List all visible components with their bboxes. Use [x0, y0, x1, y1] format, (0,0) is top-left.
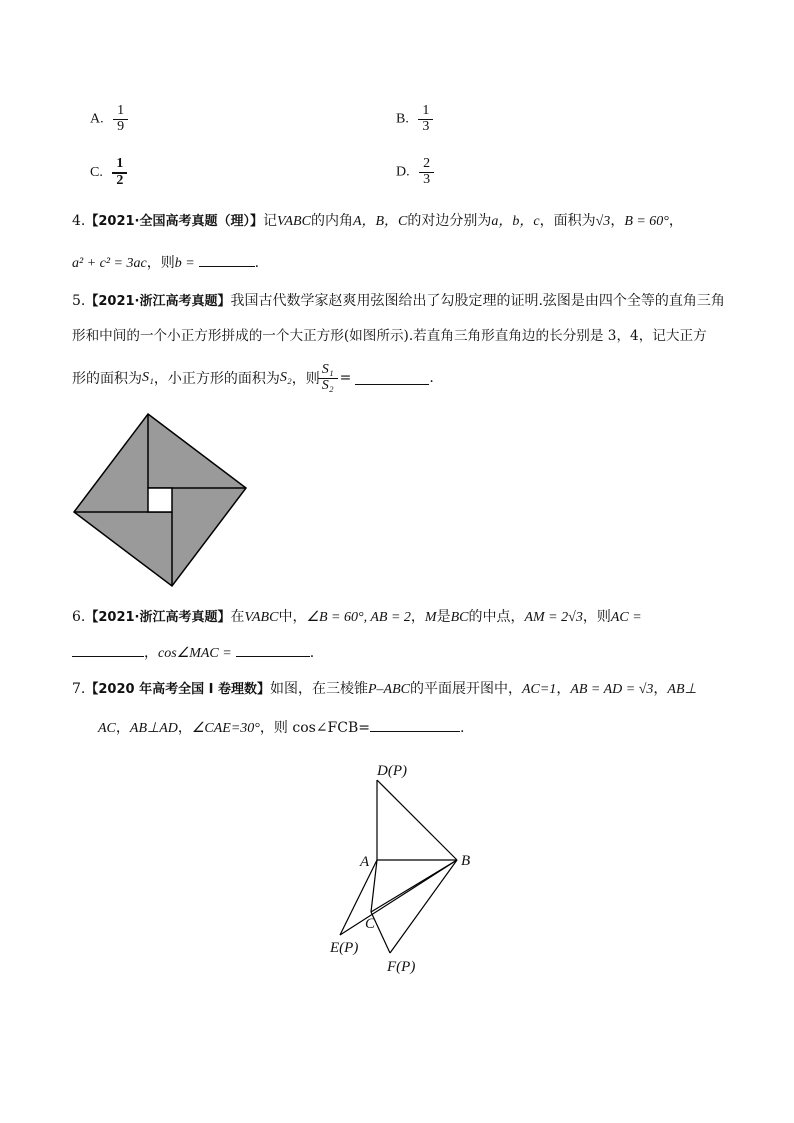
text: ， [177, 720, 192, 736]
unknown: b = [174, 256, 195, 271]
question-4-line-1 [72, 210, 683, 230]
small-square [148, 488, 172, 512]
question-6-line-2 [72, 642, 314, 662]
perp-condition: AB⊥AD [129, 721, 178, 736]
numerator: S₁ [321, 361, 334, 377]
text: 形的面积为 [72, 371, 142, 387]
triangle-symbol: VABC [244, 610, 279, 625]
text: 在 [230, 609, 245, 625]
text: ， [610, 213, 625, 229]
question-number: 7. [72, 681, 86, 697]
pyramid-name: P–ABC [367, 682, 410, 697]
side-vars: a，b，c [491, 214, 540, 229]
edge-fb [390, 860, 457, 953]
question-5-line-2 [72, 324, 707, 344]
text: ， [556, 681, 571, 697]
period: . [309, 645, 315, 661]
numerator: 1 [117, 103, 125, 118]
answer-blank[interactable] [355, 372, 429, 385]
ratio-fraction [320, 363, 336, 393]
text: ，面积为 [539, 213, 596, 229]
option-label: A. [90, 111, 104, 127]
text: ，小正方形的面积为 [153, 371, 280, 387]
answer-blank-ac[interactable] [72, 644, 144, 657]
label-f: F(P) [387, 959, 416, 975]
triangle-symbol: VABC [276, 214, 311, 229]
text: 的中点， [468, 609, 525, 625]
pyramid-net-figure [320, 755, 500, 980]
option-a [90, 104, 126, 134]
question-5-line-1 [72, 290, 725, 310]
text: ，则 [291, 371, 320, 387]
text: ， [144, 645, 158, 661]
fraction [421, 157, 432, 187]
denominator: 2 [116, 172, 124, 188]
option-d [396, 157, 432, 187]
option-label: C. [90, 164, 103, 180]
period: . [254, 255, 260, 271]
pythagoras-string-figure [70, 410, 252, 592]
option-label: D. [396, 164, 410, 180]
condition: ∠B = 60°, AB = 2 [306, 610, 411, 625]
denominator: 9 [117, 118, 125, 134]
label-a: A [360, 854, 370, 870]
period: . [429, 370, 434, 386]
edge-ac [371, 860, 377, 912]
edge-cb [371, 860, 457, 912]
label-b: B [461, 853, 471, 869]
fraction [420, 104, 431, 134]
text: ， [668, 213, 683, 229]
label-e: E(P) [330, 940, 359, 956]
question-5-line-3 [72, 358, 434, 398]
text: ，则 [146, 255, 175, 271]
question-4-line-2 [72, 252, 259, 272]
angle-vars: A，B，C [352, 214, 408, 229]
text: ， [653, 681, 668, 697]
question-number: 4. [72, 213, 86, 229]
text: 的对边分别为 [407, 213, 492, 229]
period: . [460, 720, 465, 736]
equation: a² + c² = 3ac [72, 256, 147, 271]
question-source: 【2020 年高考全国 I 卷理数】 [85, 682, 270, 697]
fraction [114, 157, 125, 188]
text: 如图，在三棱锥 [269, 681, 368, 697]
text: 形和中间的一个小正方形拼成的一个大正方形(如图所示).若直角三角形直角边的长分别是 3，4，记大正方 [72, 328, 707, 344]
angle-value: B = 60° [624, 214, 669, 229]
numerator: 1 [116, 156, 124, 171]
text: 记 [262, 213, 277, 229]
segment: AC [98, 721, 116, 736]
text: ， [410, 609, 425, 625]
label-c: C [365, 916, 376, 932]
fraction [115, 104, 126, 134]
s2-symbol: S₂ [279, 370, 292, 385]
point-m: M [424, 610, 437, 625]
text: 是 [436, 609, 451, 625]
option-b [396, 104, 431, 134]
ac-value: AC=1 [521, 682, 557, 697]
angle-condition: ∠CAE=30° [191, 721, 260, 736]
question-number: 5. [72, 293, 86, 309]
option-c [90, 157, 125, 188]
question-6-line-1 [72, 606, 642, 626]
question-7-line-2 [98, 717, 464, 737]
text: 的内角 [310, 213, 353, 229]
perp-condition: AB⊥ [667, 682, 697, 697]
answer-blank[interactable] [370, 719, 460, 732]
text: 的平面展开图中， [409, 681, 522, 697]
denominator: S₂ [321, 377, 334, 393]
text: ，则 cos∠FCB= [259, 720, 370, 736]
numerator: 1 [422, 103, 430, 118]
answer-blank[interactable] [199, 254, 255, 267]
denominator: 3 [423, 171, 431, 187]
text: 我国古代数学家赵爽用弦图给出了勾股定理的证明.弦图是由四个全等的直角三角 [230, 293, 725, 309]
cos-unknown: cos∠MAC = [158, 646, 232, 661]
text: ， [115, 720, 130, 736]
answer-blank-cos[interactable] [236, 644, 310, 657]
segment-bc: BC [450, 610, 469, 625]
ac-unknown: AC = [610, 610, 642, 625]
equals: = [339, 370, 352, 386]
text: ，则 [582, 609, 611, 625]
denominator: 3 [422, 118, 430, 134]
question-number: 6. [72, 609, 86, 625]
text: 中， [278, 609, 307, 625]
s1-symbol: S₁ [142, 370, 154, 385]
question-source: 【2021·浙江高考真题】 [85, 610, 231, 625]
label-d: D(P) [377, 763, 407, 779]
question-7-line-1 [72, 678, 697, 698]
question-source: 【2021·全国高考真题（理）】 [85, 214, 263, 229]
question-source: 【2021·浙江高考真题】 [85, 294, 231, 309]
edge-db [377, 780, 457, 860]
option-label: B. [396, 111, 409, 127]
equation: AB = AD = √3 [570, 682, 654, 697]
am-value: AM = 2√3 [524, 610, 583, 625]
area-value: √3 [595, 214, 611, 229]
numerator: 2 [423, 156, 431, 171]
